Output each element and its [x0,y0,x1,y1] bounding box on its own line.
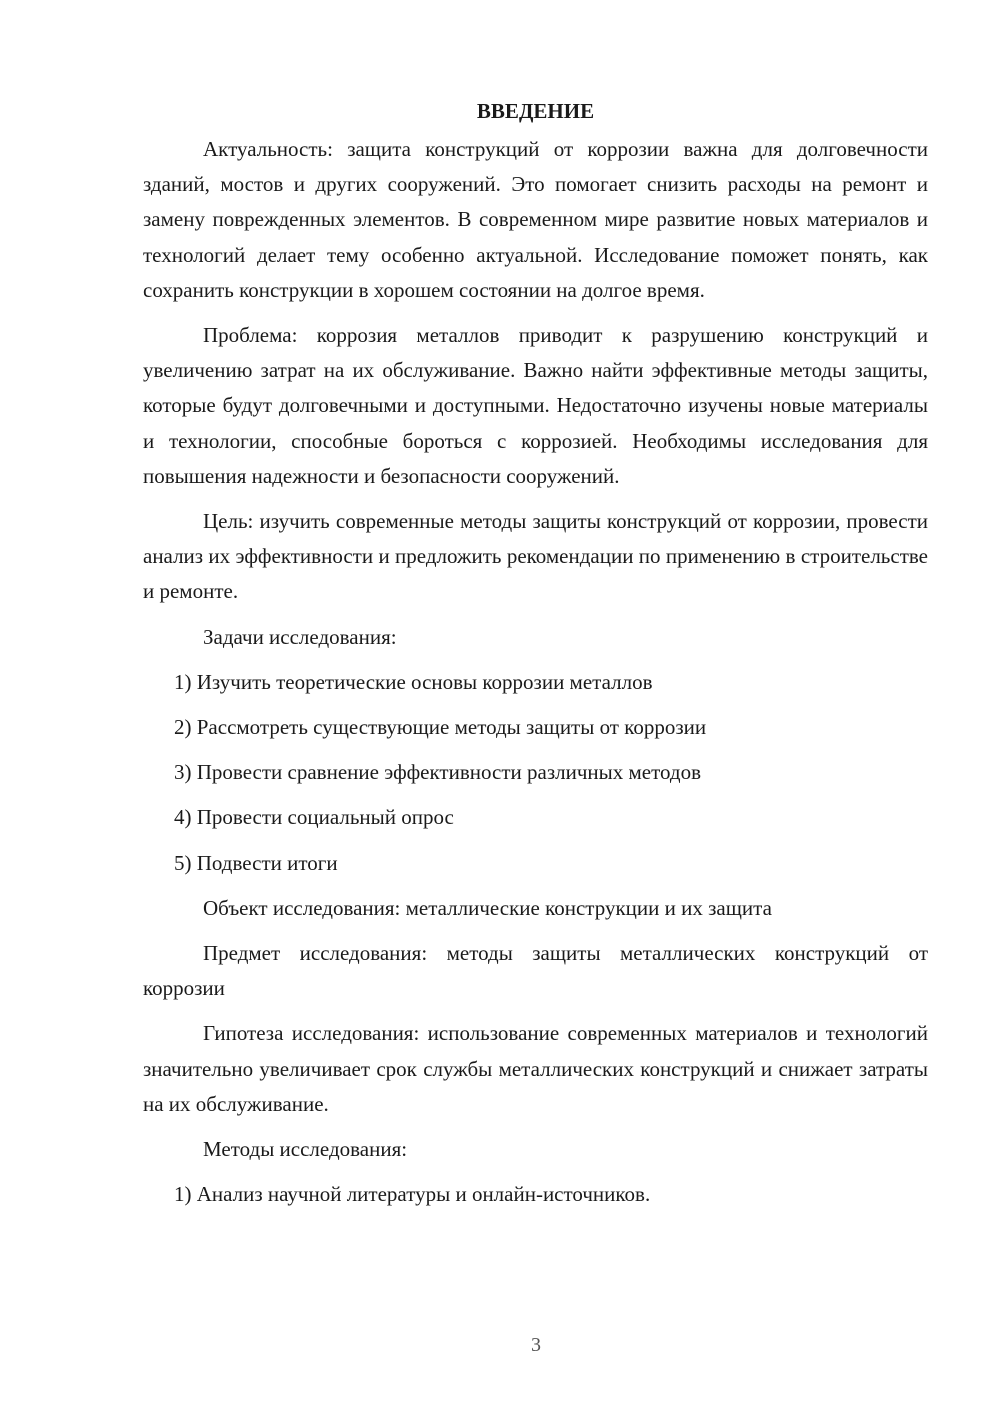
methods-title: Методы исследования: [203,1137,408,1162]
hypothesis-paragraph: Гипотеза исследования: использование современных материалов и технологий значительно увеличивает срок службы металлических конструкций и снижает затраты на их обслуживание. [143,1021,928,1116]
page-number: 3 [531,1334,541,1356]
problem-paragraph: Проблема: коррозия металлов приводит к разрушению конструкций и увеличению затрат на их обслуживание. Важно найти эффективные методы защиты, которые будут долговечными и доступными. Недостаточно изучены новые материалы и технологии, способные бороться с коррозией. Необходимы исследования для повышения надежности и безопасности сооружений. [143,323,928,488]
task-item: 4) Провести социальный опрос [174,805,454,830]
relevance-paragraph: Актуальность: защита конструкций от коррозии важна для долговечности зданий, мостов и других сооружений. Это помогает снизить расходы на ремонт и замену поврежденных элементов. В современном мире развитие новых материалов и технологий делает тему особенно актуальной. Исследование поможет понять, как сохранить конструкции в хорошем состоянии на долгое время. [143,137,928,302]
document-body [143,96,928,1222]
subject-paragraph: Предмет исследования: методы защиты металлических конструкций от коррозии [143,941,928,1001]
object-paragraph: Объект исследования: металлические конструкции и их защита [203,895,772,920]
task-item: 5) Подвести итоги [174,850,338,875]
method-item: 1) Анализ научной литературы и онлайн-источников. [174,1182,651,1207]
task-item: 2) Рассмотреть существующие методы защиты от коррозии [174,715,707,740]
task-item: 1) Изучить теоретические основы коррозии металлов [174,669,653,694]
task-item: 3) Провести сравнение эффективности различных методов [174,760,701,785]
tasks-title: Задачи исследования: [203,624,397,649]
goal-paragraph: Цель: изучить современные методы защиты конструкций от коррозии, провести анализ их эффективности и предложить рекомендации по применению в строительстве и ремонте. [143,509,928,604]
document-heading: ВВЕДЕНИЕ [476,99,595,123]
